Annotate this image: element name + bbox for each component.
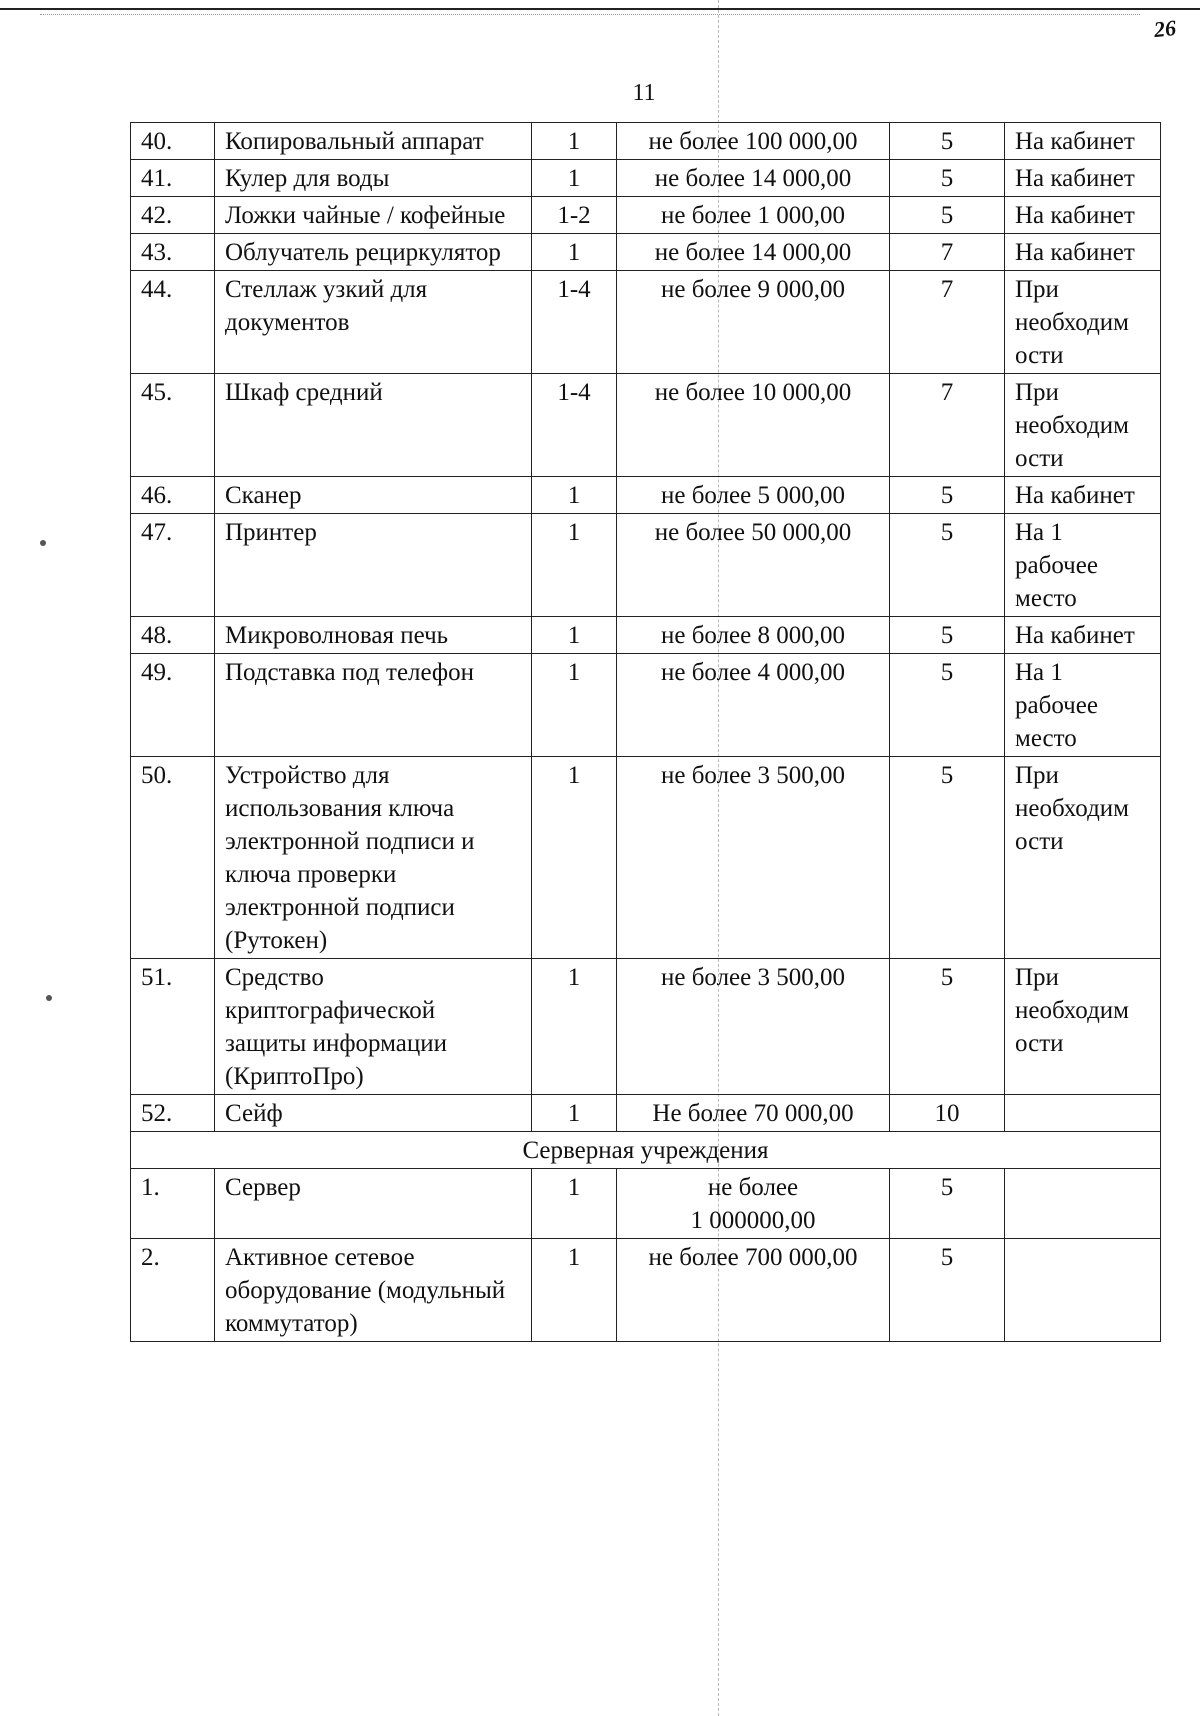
norm-note-cell: На кабинет xyxy=(1005,160,1161,197)
item-name-cell: Принтер xyxy=(215,514,532,617)
service-life-cell: 5 xyxy=(890,1239,1005,1342)
norm-note-cell xyxy=(1005,1239,1161,1342)
price-cell: не более 1 000000,00 xyxy=(617,1169,890,1239)
row-number-cell: 50. xyxy=(131,757,215,959)
item-name-cell: Облучатель рециркулятор xyxy=(215,234,532,271)
price-cell: не более 9 000,00 xyxy=(617,271,890,374)
price-cell: не более 10 000,00 xyxy=(617,374,890,477)
table-row xyxy=(131,757,1161,959)
quantity-cell: 1 xyxy=(532,1169,617,1239)
table-row xyxy=(131,271,1161,374)
scan-edge xyxy=(0,8,1200,10)
table-row xyxy=(131,123,1161,160)
service-life-cell: 5 xyxy=(890,123,1005,160)
quantity-cell: 1 xyxy=(532,123,617,160)
row-number-cell: 51. xyxy=(131,959,215,1095)
table-row xyxy=(131,654,1161,757)
quantity-cell: 1 xyxy=(532,1239,617,1342)
norm-note-cell: При необходим ости xyxy=(1005,374,1161,477)
scan-speck xyxy=(40,540,46,546)
service-life-cell: 5 xyxy=(890,959,1005,1095)
row-number-cell: 40. xyxy=(131,123,215,160)
norm-note-cell: На кабинет xyxy=(1005,234,1161,271)
item-name-cell: Устройство для использования ключа электронной подписи и ключа проверки электронной подписи (Рутокен) xyxy=(215,757,532,959)
item-name-cell: Копировальный аппарат xyxy=(215,123,532,160)
row-number-cell: 47. xyxy=(131,514,215,617)
quantity-cell: 1 xyxy=(532,1095,617,1132)
item-name-cell: Шкаф средний xyxy=(215,374,532,477)
price-cell: не более 14 000,00 xyxy=(617,234,890,271)
quantity-cell: 1 xyxy=(532,160,617,197)
quantity-cell: 1 xyxy=(532,514,617,617)
equipment-table xyxy=(130,122,1161,1342)
quantity-cell: 1-4 xyxy=(532,271,617,374)
item-name-cell: Сейф xyxy=(215,1095,532,1132)
service-life-cell: 7 xyxy=(890,271,1005,374)
table-body xyxy=(131,123,1161,1132)
quantity-cell: 1 xyxy=(532,477,617,514)
item-name-cell: Кулер для воды xyxy=(215,160,532,197)
table-row xyxy=(131,197,1161,234)
table-row xyxy=(131,1239,1161,1342)
norm-note-cell xyxy=(1005,1095,1161,1132)
row-number-cell: 1. xyxy=(131,1169,215,1239)
section-header-row xyxy=(131,1132,1161,1169)
row-number-cell: 2. xyxy=(131,1239,215,1342)
row-number-cell: 46. xyxy=(131,477,215,514)
price-cell: не более 3 500,00 xyxy=(617,757,890,959)
item-name-cell: Стеллаж узкий для документов xyxy=(215,271,532,374)
service-life-cell: 5 xyxy=(890,477,1005,514)
row-number-cell: 42. xyxy=(131,197,215,234)
table-row xyxy=(131,617,1161,654)
quantity-cell: 1-2 xyxy=(532,197,617,234)
table-row xyxy=(131,160,1161,197)
quantity-cell: 1 xyxy=(532,617,617,654)
price-cell: не более 1 000,00 xyxy=(617,197,890,234)
price-cell: не более 3 500,00 xyxy=(617,959,890,1095)
price-cell: не более 14 000,00 xyxy=(617,160,890,197)
service-life-cell: 5 xyxy=(890,160,1005,197)
norm-note-cell: На кабинет xyxy=(1005,617,1161,654)
row-number-cell: 48. xyxy=(131,617,215,654)
norm-note-cell: На 1 рабочее место xyxy=(1005,514,1161,617)
quantity-cell: 1-4 xyxy=(532,374,617,477)
price-cell: не более 700 000,00 xyxy=(617,1239,890,1342)
service-life-cell: 7 xyxy=(890,374,1005,477)
row-number-cell: 45. xyxy=(131,374,215,477)
row-number-cell: 41. xyxy=(131,160,215,197)
section-header-body xyxy=(131,1132,1161,1169)
table-row xyxy=(131,374,1161,477)
quantity-cell: 1 xyxy=(532,959,617,1095)
price-cell: не более 100 000,00 xyxy=(617,123,890,160)
price-cell: не более 50 000,00 xyxy=(617,514,890,617)
norm-note-cell: На кабинет xyxy=(1005,477,1161,514)
norm-note-cell: При необходим ости xyxy=(1005,271,1161,374)
row-number-cell: 49. xyxy=(131,654,215,757)
price-cell: не более 5 000,00 xyxy=(617,477,890,514)
service-life-cell: 5 xyxy=(890,654,1005,757)
service-life-cell: 5 xyxy=(890,1169,1005,1239)
row-number-cell: 52. xyxy=(131,1095,215,1132)
item-name-cell: Сервер xyxy=(215,1169,532,1239)
norm-note-cell xyxy=(1005,1169,1161,1239)
section-title: Серверная учреждения xyxy=(131,1132,1161,1169)
item-name-cell: Подставка под телефон xyxy=(215,654,532,757)
row-number-cell: 43. xyxy=(131,234,215,271)
table-row xyxy=(131,234,1161,271)
price-cell: не более 4 000,00 xyxy=(617,654,890,757)
table-row xyxy=(131,959,1161,1095)
item-name-cell: Сканер xyxy=(215,477,532,514)
service-life-cell: 10 xyxy=(890,1095,1005,1132)
page-number: 11 xyxy=(632,80,656,106)
norm-note-cell: На кабинет xyxy=(1005,123,1161,160)
price-cell: не более 8 000,00 xyxy=(617,617,890,654)
table-row xyxy=(131,477,1161,514)
service-life-cell: 5 xyxy=(890,514,1005,617)
item-name-cell: Микроволновая печь xyxy=(215,617,532,654)
service-life-cell: 5 xyxy=(890,197,1005,234)
price-cell: Не более 70 000,00 xyxy=(617,1095,890,1132)
scan-speck xyxy=(46,995,52,1001)
norm-note-cell: При необходим ости xyxy=(1005,959,1161,1095)
norm-note-cell: На кабинет xyxy=(1005,197,1161,234)
table-row xyxy=(131,514,1161,617)
item-name-cell: Ложки чайные / кофейные xyxy=(215,197,532,234)
service-life-cell: 5 xyxy=(890,757,1005,959)
row-number-cell: 44. xyxy=(131,271,215,374)
norm-note-cell: На 1 рабочее место xyxy=(1005,654,1161,757)
service-life-cell: 7 xyxy=(890,234,1005,271)
service-life-cell: 5 xyxy=(890,617,1005,654)
handwritten-page-mark: 26 xyxy=(1152,14,1178,43)
table-row xyxy=(131,1095,1161,1132)
table-row xyxy=(131,1169,1161,1239)
scan-edge-dots xyxy=(40,14,1140,16)
norm-note-cell: При необходим ости xyxy=(1005,757,1161,959)
item-name-cell: Средство криптографической защиты информации (КриптоПро) xyxy=(215,959,532,1095)
quantity-cell: 1 xyxy=(532,654,617,757)
section-body xyxy=(131,1169,1161,1342)
quantity-cell: 1 xyxy=(532,757,617,959)
quantity-cell: 1 xyxy=(532,234,617,271)
item-name-cell: Активное сетевое оборудование (модульный коммутатор) xyxy=(215,1239,532,1342)
